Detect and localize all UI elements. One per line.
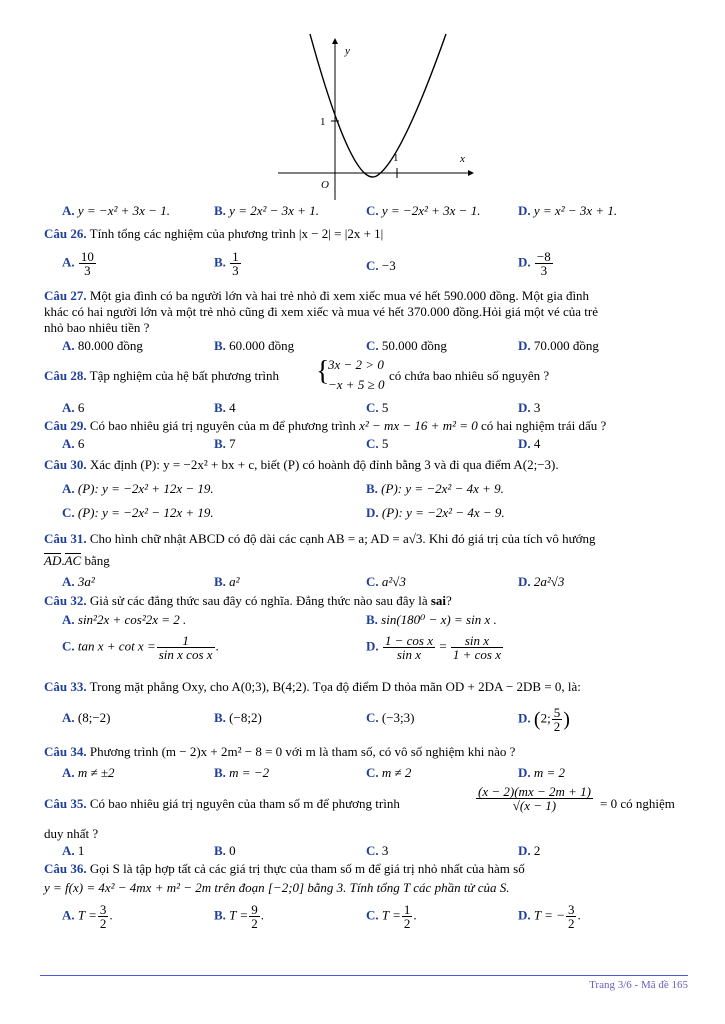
q31-option-c[interactable]: C. a²√3 [366,574,406,589]
q34-option-d[interactable]: D. m = 2 [518,765,566,780]
q25-option-b[interactable]: B. y = 2x² − 3x + 1. [214,203,319,218]
q34-option-a[interactable]: A. m ≠ ±2 [62,765,115,780]
q35-option-a[interactable]: A. 1 [62,843,85,858]
q28-options [0,400,725,418]
q35-option-c[interactable]: C. 3 [366,843,389,858]
q35-fraction: $\frac{(x - 2)(mx - 2m + 1)}{√(x - 1)}$ [478,784,591,813]
q25-option-d[interactable]: D. y = x² − 3x + 1. [518,203,618,218]
q28-option-c[interactable]: C. 5 [366,400,389,415]
q31-option-b[interactable]: B. a² [214,574,240,589]
q25-option-a[interactable]: A. y = −x² + 3x − 1. [62,203,170,218]
q27-option-a[interactable]: A. 80.000 đồng [62,338,143,353]
q30-options-row1 [0,481,725,499]
q29-option-d[interactable]: D. 4 [518,436,541,451]
q29-option-c[interactable]: C. 5 [366,436,389,451]
q28-system-2: −x + 5 ≥ 0 [328,377,385,392]
q30-option-d[interactable]: D. (P): y = −2x² − 4x − 9. [366,505,505,520]
q32-options-row2 [0,634,725,674]
tick-y-label: 1 [320,116,326,128]
q28-option-a[interactable]: A. 6 [62,400,85,415]
x-axis-arrow [468,170,474,176]
q26-question: Câu 26. Tính tổng các nghiệm của phương trình |x − 2| = |2x + 1| [44,226,384,241]
q31-option-a[interactable]: A. 3a² [62,574,95,589]
q33-option-d[interactable]: D. (2; $\frac{5}{2}$ ) [518,705,570,734]
q27-options [0,338,725,356]
q33-question: Câu 33. Trong mặt phẳng Oxy, cho A(0;3), B(4;2). Tọa độ điểm D thỏa mãn OD + 2DA − 2DB = 0, là: [44,679,581,694]
q36-option-d[interactable]: D. T = − $\frac{3}{2}$ . [518,902,581,931]
q31-question: Câu 31. Cho hình chữ nhật ABCD có độ dài các cạnh AB = a; AD = a√3. Khi đó giá trị của tích vô hướng [44,531,596,546]
q26-option-c[interactable]: C. −3 [366,258,396,273]
q31-question-line2: AD.AC bằng [44,553,110,568]
q35-option-b[interactable]: B. 0 [214,843,236,858]
q35-question-post: = 0 có nghiệm [600,796,675,811]
tick-x-label: 1 [393,152,399,164]
q28-brace: { [316,356,330,387]
q33-option-c[interactable]: C. (−3;3) [366,710,415,725]
q30-options-row2 [0,505,725,523]
footer-divider [40,975,688,976]
q35-option-d[interactable]: D. 2 [518,843,541,858]
origin-label: O [321,179,329,191]
q26-option-b[interactable]: B. $\frac{1}{3}$ [214,249,239,278]
q30-option-b[interactable]: B. (P): y = −2x² − 4x + 9. [366,481,504,496]
q29-option-a[interactable]: A. 6 [62,436,85,451]
q27-question-line3: nhỏ bao nhiêu tiền ? [44,320,150,335]
q32-option-d[interactable]: D. $\frac{\text{1 − cos x}}{\text{sin x}}$ = $\frac{\text{sin x}}{\text{1 + cos x}}$ [366,633,501,662]
q28-option-b[interactable]: B. 4 [214,400,236,415]
q32-option-c[interactable]: C. tan x + cot x = $\frac{1}{\text{sin x cos x}}$ . [62,633,219,662]
x-axis-label: x [460,153,465,165]
q27-question: Câu 27. Một gia đình có ba người lớn và hai trẻ nhỏ đi xem xiếc mua vé hết 590.000 đồng. Một gia đình [44,288,590,303]
q31-option-d[interactable]: D. 2a²√3 [518,574,565,589]
q36-option-c[interactable]: C. T = $\frac{1}{2}$ . [366,902,417,931]
q34-option-b[interactable]: B. m = −2 [214,765,270,780]
q28-question: Câu 28. Tập nghiệm của hệ bất phương trình [44,368,280,383]
q33-option-a[interactable]: A. (8;−2) [62,710,111,725]
q30-option-c[interactable]: C. (P): y = −2x² − 12x + 19. [62,505,214,520]
parabola-curve [310,34,446,177]
q30-question: Câu 30. Xác định (P): y = −2x² + bx + c, biết (P) có hoành độ đỉnh bằng 3 và đi qua điểm A(2;−3). [44,457,559,472]
q33-option-b[interactable]: B. (−8;2) [214,710,262,725]
q33-options [0,706,725,740]
q28-question-post: có chứa bao nhiêu số nguyên ? [389,368,550,383]
parabola-graph [270,30,480,205]
q32-options-row1 [0,612,725,630]
q27-option-b[interactable]: B. 60.000 đồng [214,338,295,353]
q27-question-line2: khác có hai người lớn và một trẻ nhỏ cũng đi xem xiếc và mua vé hết 370.000 đồng.Hỏi giá một vé của trẻ [44,304,599,319]
q32-option-b[interactable]: B. sin(180⁰ − x) = sin x . [366,612,497,627]
q34-options [0,765,725,783]
q36-question: Câu 36. Gọi S là tập hợp tất cả các giá trị thực của tham số m để giá trị nhỏ nhất của hàm số [44,861,525,876]
q31-options [0,574,725,592]
page-footer: Trang 3/6 - Mã đề 165 [589,979,688,991]
q28-option-d[interactable]: D. 3 [518,400,541,415]
y-axis-label: y [345,45,350,57]
q36-option-a[interactable]: A. T = $\frac{3}{2}$ . [62,902,113,931]
q27-option-d[interactable]: D. 70.000 đồng [518,338,599,353]
q32-option-a[interactable]: A. sin²2x + cos²2x = 2 . [62,612,187,627]
q27-option-c[interactable]: C. 50.000 đồng [366,338,447,353]
q34-question: Câu 34. Phương trình (m − 2)x + 2m² − 8 = 0 với m là tham số, có vô số nghiệm khi nào ? [44,744,516,759]
q29-question: Câu 29. Có bao nhiêu giá trị nguyên của m để phương trình x² − mx − 16 + m² = 0 có hai nghiệm trái dấu ? [44,418,607,433]
q29-option-b[interactable]: B. 7 [214,436,236,451]
q35-question: Câu 35. Có bao nhiêu giá trị nguyên của tham số m để phương trình [44,796,400,811]
q34-option-c[interactable]: C. m ≠ 2 [366,765,412,780]
q32-question: Câu 32. Giả sử các đẳng thức sau đây có nghĩa. Đẳng thức nào sau đây là sai? [44,593,452,608]
y-axis-arrow [332,38,338,44]
q25-option-c[interactable]: C. y = −2x² + 3x − 1. [366,203,481,218]
q36-options [0,903,725,939]
q25-options [0,203,725,221]
q28-system-1: 3x − 2 > 0 [328,357,384,372]
q26-option-a[interactable]: A. $\frac{10}{3}$ [62,249,94,278]
q35-options [0,843,725,861]
q35-question-line2: duy nhất ? [44,826,99,841]
q26-options [0,250,725,282]
q36-question-line2: y = f(x) = 4x² − 4mx + m² − 2m trên đoạn [−2;0] bằng 3. Tính tổng T các phần tử của S. [44,880,510,895]
q26-option-d[interactable]: D. $\frac{-8}{3}$ [518,249,551,278]
q29-options [0,436,725,454]
q30-option-a[interactable]: A. (P): y = −2x² + 12x − 19. [62,481,214,496]
q36-option-b[interactable]: B. T = $\frac{9}{2}$ . [214,902,264,931]
